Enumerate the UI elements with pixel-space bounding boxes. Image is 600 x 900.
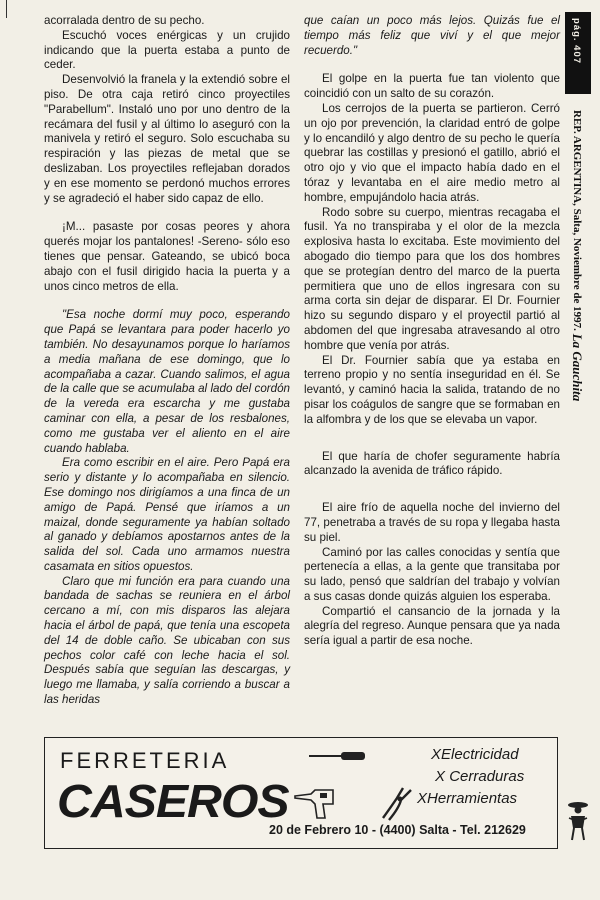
ad-services-list: [417, 744, 531, 810]
paragraph: Caminó por las calles conocidas y sentía que pertenecía a ellas, a la gente que transitaba por su lado, pensó que saldrían del trabajo y volvían a sus casas donde quizás alguien los esperaba.: [304, 545, 560, 603]
screwdriver-icon: [307, 748, 369, 764]
paragraph: Rodo sobre su cuerpo, mientras recagaba el fusil. Ya no transpiraba y el olor de la mezcla explosiva hasta lo excitaba. Este movimiento del abogado dio tiempo para que los dos hombres que se protegían dentro del marco de la puerta permitiera que uno de ellos ingresara con su arma corta sin dejar de disparar. El Dr. Fournier hizo su segundo disparo y el proyectil partió al abdomen del que ingresaba atravesando al otro hombre que venía por atrás.: [304, 205, 560, 352]
service-label: Cerraduras: [449, 768, 525, 785]
paragraph: Los cerrojos de la puerta se partieron. Cerró un ojo por prevención, la claridad entró de golpe y lo encandiló y algo dentro de su pecho le quería quebrar las costillas y presionó el gatillo, abrió el otro ojo y vio que el impacto había dado en el tóraz y levantaba en el aire medio metro al hombre, empujándolo hacia atrás.: [304, 101, 560, 204]
service-label: Herramientas: [427, 790, 518, 807]
page-number: pág. 407: [571, 18, 582, 65]
x-mark-icon: X: [417, 790, 428, 807]
paragraph: Desenvolvió la franela y la extendió sobre el piso. De otra caja retiró cinco proyectiles "Parabellum". Instaló uno por uno dentro de la recámara del fusil y al último lo aseguró con la manivela y retiró el seguro. Solo escuchaba su respiración y las piezas de metal que se deslizaban. Los proyectiles reflejaban dorados y en ese momento se perdonó muchos errores y se agradeció el haber sido capaz de ello.: [44, 73, 290, 205]
ad-service-item: [417, 788, 517, 810]
paragraph: Escuchó voces enérgicas y un crujido indicando que la puerta estaba a punto de ceder.: [44, 28, 290, 72]
text-column-left: [44, 14, 290, 708]
paragraph: El aire frío de aquella noche del invierno del 77, penetraba a través de su ropa y llegaba hasta su piel.: [304, 501, 560, 544]
paragraph: Compartió el cansancio de la jornada y la alegría del regreso. Aunque pensara que ya nada sería igual a partir de esa noche.: [304, 604, 560, 648]
paragraph: "Esa noche dormí muy poco, esperando que Papá se levantara para poder hacerlo yo también. No desayunamos porque lo haríamos a media mañana de ese domingo, que lo acompañaba a cazar. Cuando salimos, el agua de la calle que se acumulaba al lado del cordón de la vereda era escarcha y me gustaba caminar con ella, a pesar de los resbalones, como me gustaba ver el aliento en el aire cuando hablaba.: [44, 308, 290, 455]
ad-store-name: CASEROS: [57, 775, 289, 827]
ad-address: 20 de Febrero 10 - (4400) Salta - Tel. 212629: [269, 823, 526, 837]
paragraph: que caían un poco más lejos. Quizás fue el tiempo más feliz que viví y el que mejor recuerdo.": [304, 14, 560, 57]
x-mark-icon: X: [431, 746, 442, 763]
gaucho-figure-icon: [566, 800, 590, 842]
paragraph: acorralada dentro de su pecho.: [44, 14, 205, 27]
pliers-icon: [379, 782, 419, 822]
ad-service-item: [431, 744, 531, 766]
service-label: Electricidad: [441, 746, 519, 763]
x-mark-icon: X: [435, 768, 446, 785]
paragraph: ¡M... pasaste por cosas peores y ahora querés mojar los pantalones! -Sereno- sólo eso tienes que pensar. Gateando, se ubicó boca abajo con el fusil dirigido hacia la puerta y a unos cinco metros de ella.: [44, 220, 290, 293]
page-sidebar: [563, 12, 595, 492]
paragraph: Claro que mi función era para cuando una bandada de sachas se reuniera en el árbol cercano a mí, con mis disparos las alejara hacia el árbol de papá, que tenía una escopeta del 14 de doble caño. Se ubicaban con sus pechos color café con leche hacia el sol. Después sabía que seguían las descargas, y luego me llamaba, y salía corriendo a buscar a las heridas: [44, 574, 290, 707]
drill-icon: [293, 782, 343, 822]
ad-store-type: FERRETERIA: [60, 748, 230, 773]
paragraph: El que haría de chofer seguramente habría alcanzado la avenida de tráfico rápido.: [304, 449, 560, 478]
paragraph: El golpe en la puerta fue tan violento que coincidió con un salto de su corazón.: [304, 72, 560, 101]
text-column-right: [304, 14, 560, 649]
dateline-text: REP. ARGENTINA, Salta, Noviembre de 1997.: [571, 110, 583, 331]
ad-service-item: [435, 766, 535, 788]
hardware-store-ad: [44, 737, 558, 849]
paragraph: El Dr. Fournier sabía que ya estaba en terreno propio y no sentía inseguridad en él. Se levantó, y caminó hacia la salida, tratando de no pisar los coágulos de sangre que se formaban en la alfombra y de los que se elevaba un vapor.: [304, 353, 560, 426]
dateline: [569, 110, 585, 401]
masthead: La Gauchita: [570, 333, 585, 402]
paragraph: Era como escribir en el aire. Pero Papá era serio y distante y lo acompañaba en silencio. Ese domingo nos dirigíamos a una finca de un amigo de Papá. Pensé que iríamos a un maizal, donde seguramente ya habían soltado al ganado y debíamos apostarnos antes de la salida del sol. Cada uno armamos nuestra casamata en sitios opuestos.: [44, 456, 290, 573]
page-edge-mark: [6, 0, 7, 18]
